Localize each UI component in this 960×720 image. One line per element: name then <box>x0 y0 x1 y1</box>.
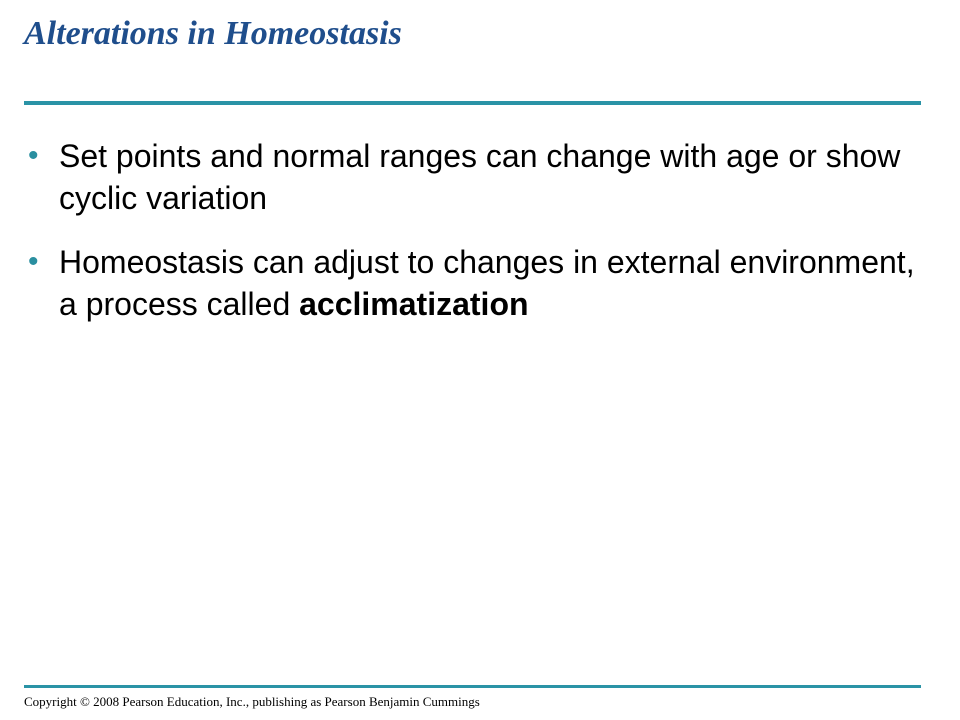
bullet-text: Homeostasis can adjust to changes in external environment, a process called <box>59 244 915 322</box>
title-divider <box>24 101 921 105</box>
bullet-item-1 <box>28 135 928 219</box>
copyright-notice: Copyright © 2008 Pearson Education, Inc., publishing as Pearson Benjamin Cummings <box>24 694 480 709</box>
bullet-text: Set points and normal ranges can change with age or show cyclic variation <box>59 138 901 216</box>
bullet-icon: • <box>28 139 39 172</box>
bullet-item-2 <box>28 241 928 325</box>
footer-divider <box>24 685 921 688</box>
bullet-icon: • <box>28 245 39 278</box>
slide-title: Alterations in Homeostasis <box>24 15 402 52</box>
key-term: acclimatization <box>299 286 529 322</box>
bullet-list <box>28 135 928 347</box>
